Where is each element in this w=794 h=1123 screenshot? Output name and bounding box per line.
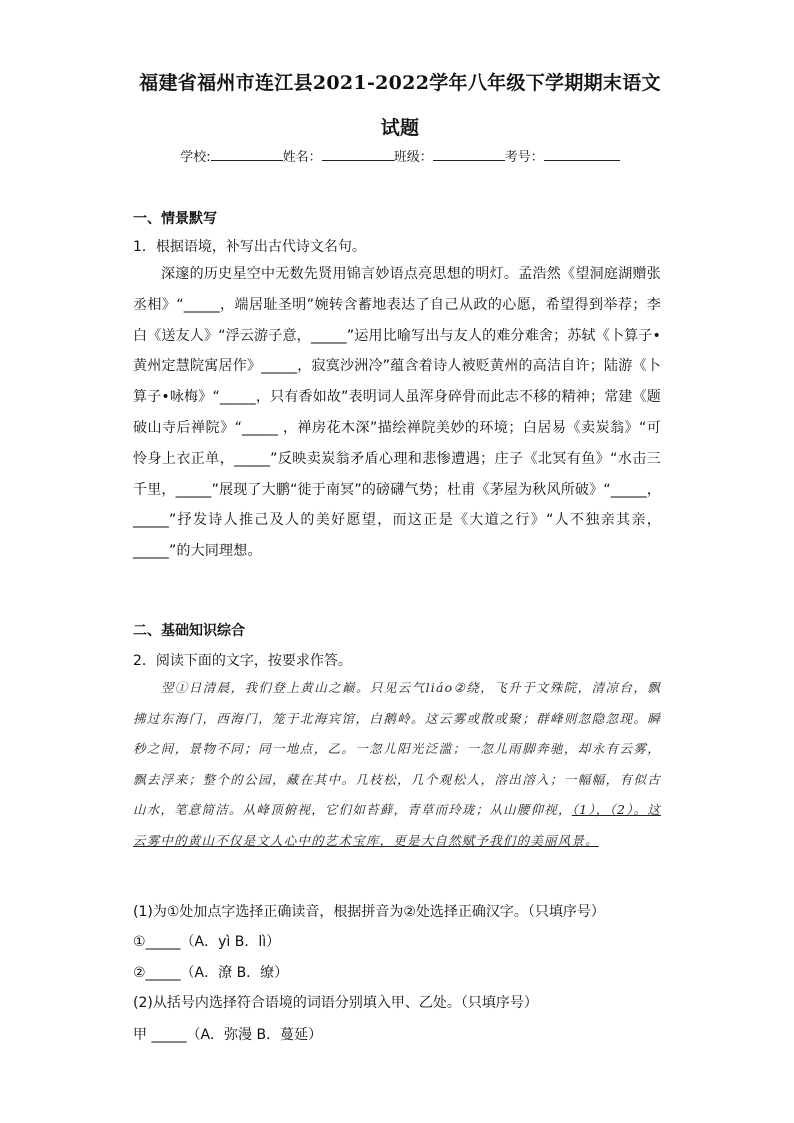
exam-number-blank[interactable] bbox=[544, 148, 620, 161]
class-blank[interactable] bbox=[433, 148, 505, 161]
question-1-prompt: 1．根据语境，补写出古代诗文名句。 bbox=[133, 239, 366, 255]
class-label: 班级： bbox=[393, 150, 433, 165]
subquestion-1-item-2[interactable]: ②_____（A．潦 B．缭） bbox=[133, 965, 289, 981]
section-1-heading: 一、情景默写 bbox=[133, 211, 217, 227]
school-blank[interactable] bbox=[211, 148, 283, 161]
name-blank[interactable] bbox=[322, 148, 394, 161]
question-2-passage bbox=[133, 673, 661, 857]
exam-title-line2: 试题 bbox=[380, 117, 420, 139]
subquestion-2-item-1[interactable]: 甲 _____（A．弥漫 B．蔓延） bbox=[133, 1027, 323, 1043]
school-label: 学校: bbox=[180, 150, 211, 165]
section-2-heading: 二、基础知识综合 bbox=[133, 623, 245, 639]
student-info-row bbox=[130, 146, 670, 165]
name-label: 姓名： bbox=[282, 150, 322, 165]
subquestion-1-item-1[interactable]: ①_____（A．yì B．lì） bbox=[133, 934, 281, 950]
exam-number-label: 考号： bbox=[504, 150, 544, 165]
passage-main-text: 翌①日清晨，我们登上黄山之巅。只见云气liáo②绕，飞升于文殊院，清凉台，飘拂过东海门，西海门，笼于北海宾馆，白鹅岭。这云雾或散或聚；群峰则忽隐忽现。瞬秒之间，景物不同；同一地点，乙。一忽儿阳光泛滥；一忽儿雨脚奔驰，却永有云雾，飘去浮来；整个的公园，藏在其中。几枝松，几个观松人，溶出溶入；一幅幅，有似古山水，笔意简洁。从峰顶俯视，它们如苔藓，青草而玲珑；从山腰仰视， bbox=[133, 680, 661, 818]
question-1-passage: 深邃的历史星空中无数先贤用锦言妙语点亮思想的明灯。孟浩然《望洞庭湖赠张丞相》“_____，端居耻圣明”婉转含蓄地表达了自己从政的心愿，希望得到举荐；李白《送友人》“浮云游子意，_____”运用比喻写出与友人的难分难舍；苏轼《卜算子•黄州定慧院寓居作》_____，寂寞沙洲冷”蕴含着诗人被贬黄州的高洁自许；陆游《卜算子•咏梅》“_____，只有香如故”表明词人虽浑身碎骨而此志不移的精神；常建《题破山寺后禅院》“_____ ，禅房花木深”描绘禅院美妙的环境；白居易《卖炭翁》“可怜身上衣正单，_____”反映卖炭翁矛盾心理和悲惨遭遇；庄子《北冥有鱼》“水击三千里，_____”展现了大鹏“徙于南冥”的磅礴气势；杜甫《茅屋为秋风所破》“_____，_____”抒发诗人推己及人的美好愿望，而这正是《大道之行》“人不独亲其亲，_____”的大同理想。 bbox=[133, 266, 661, 560]
question-2-prompt: 2．阅读下面的文字，按要求作答。 bbox=[133, 653, 352, 669]
exam-title-line1: 福建省福州市连江县2021-2022学年八年级下学期期末语文 bbox=[139, 72, 661, 94]
subquestion-1-prompt: (1)为①处加点字选择正确读音，根据拼音为②处选择正确汉字。（只填序号） bbox=[133, 904, 605, 920]
passage-underlined-text: （1），（2）。这云雾中的黄山不仅是文人心中的艺术宝库，更是大自然赋予我们的美丽风景。 bbox=[133, 802, 661, 848]
subquestion-2-prompt: (2)从括号内选择符合语境的词语分别填入甲、乙处。（只填序号） bbox=[133, 995, 538, 1011]
